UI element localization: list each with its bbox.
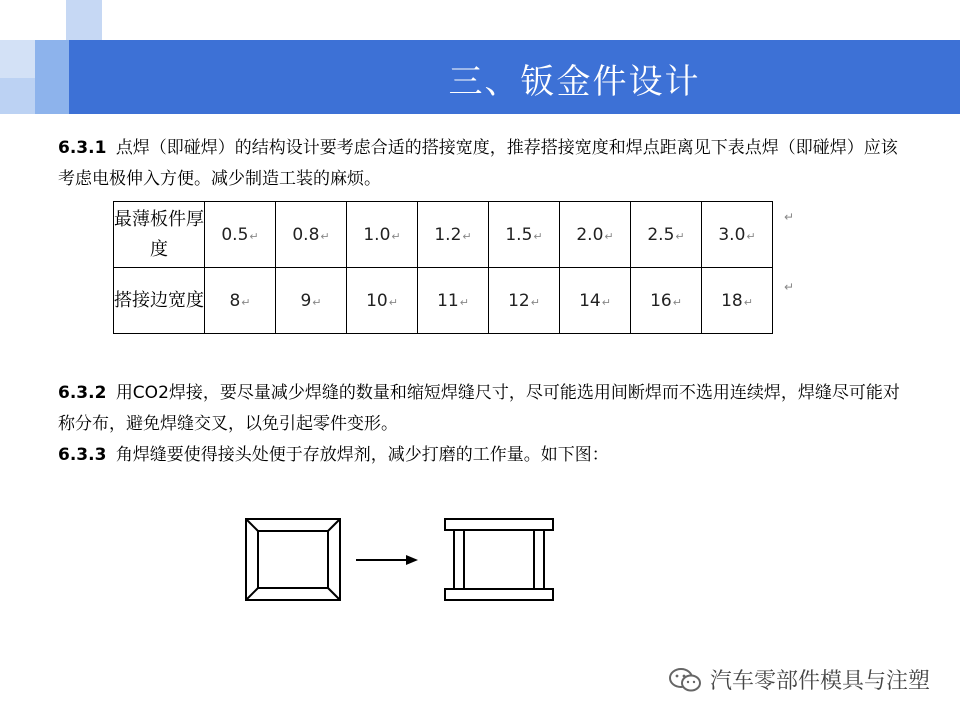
wechat-icon [668, 666, 702, 694]
row-header-width: 搭接边宽度 [114, 268, 205, 334]
row-header-thickness: 最薄板件厚度 [114, 202, 205, 268]
section-number: 6.3.3 [58, 445, 107, 465]
paragraph-mark-icon: ↵ [784, 210, 795, 224]
paragraph-6-3-2 [58, 378, 908, 440]
weld-joint-diagram [240, 510, 570, 610]
decor-square [0, 78, 35, 114]
table-cell: 10 ↵ [347, 268, 418, 334]
watermark-text: 汽车零部件模具与注塑 [709, 669, 930, 694]
arrow-right-icon [356, 555, 418, 565]
table-cell: 0.8 ↵ [276, 202, 347, 268]
decor-square [66, 0, 102, 40]
table-cell: 16 ↵ [631, 268, 702, 334]
table-row [114, 202, 773, 268]
lap-width-table [113, 201, 773, 334]
section-text: 用CO2焊接，要尽量减少焊缝的数量和缩短焊缝尺寸，尽可能选用间断焊而不选用连续焊，焊缝尽可能对称分布，避免焊缝交叉，以免引起零件变形。 [58, 383, 900, 434]
section-text: 点焊（即碰焊）的结构设计要考虑合适的搭接宽度，推荐搭接宽度和焊点距离见下表点焊（即碰焊）应该考虑电极伸入方便。减少制造工装的麻烦。 [58, 138, 898, 189]
table-cell: 11 ↵ [418, 268, 489, 334]
table-cell: 2.0 ↵ [560, 202, 631, 268]
paragraph-6-3-3 [58, 440, 908, 471]
table-cell: 1.0 ↵ [347, 202, 418, 268]
table-cell: 0.5 ↵ [205, 202, 276, 268]
table-cell: 18 ↵ [702, 268, 773, 334]
decor-square [35, 40, 69, 114]
decor-square [0, 40, 35, 78]
watermark [668, 664, 930, 695]
section-number: 6.3.1 [58, 138, 107, 158]
table-cell: 3.0 ↵ [702, 202, 773, 268]
title-bar [69, 40, 960, 114]
table-cell: 14 ↵ [560, 268, 631, 334]
paragraph-6-3-1 [58, 133, 908, 195]
mitred-frame-figure [246, 519, 340, 600]
table-cell: 12 ↵ [489, 268, 560, 334]
table-cell: 1.5 ↵ [489, 202, 560, 268]
slide-title: 三、钣金件设计 [448, 62, 701, 102]
section-number: 6.3.2 [58, 383, 107, 403]
table-cell: 1.2 ↵ [418, 202, 489, 268]
table-cell: 8 ↵ [205, 268, 276, 334]
paragraph-mark-icon: ↵ [784, 280, 795, 294]
butt-joint-frame-figure [445, 519, 553, 600]
table-row [114, 268, 773, 334]
table-cell: 9 ↵ [276, 268, 347, 334]
section-text: 角焊缝要使得接头处便于存放焊剂，减少打磨的工作量。如下图： [115, 445, 609, 465]
table-cell: 2.5 ↵ [631, 202, 702, 268]
